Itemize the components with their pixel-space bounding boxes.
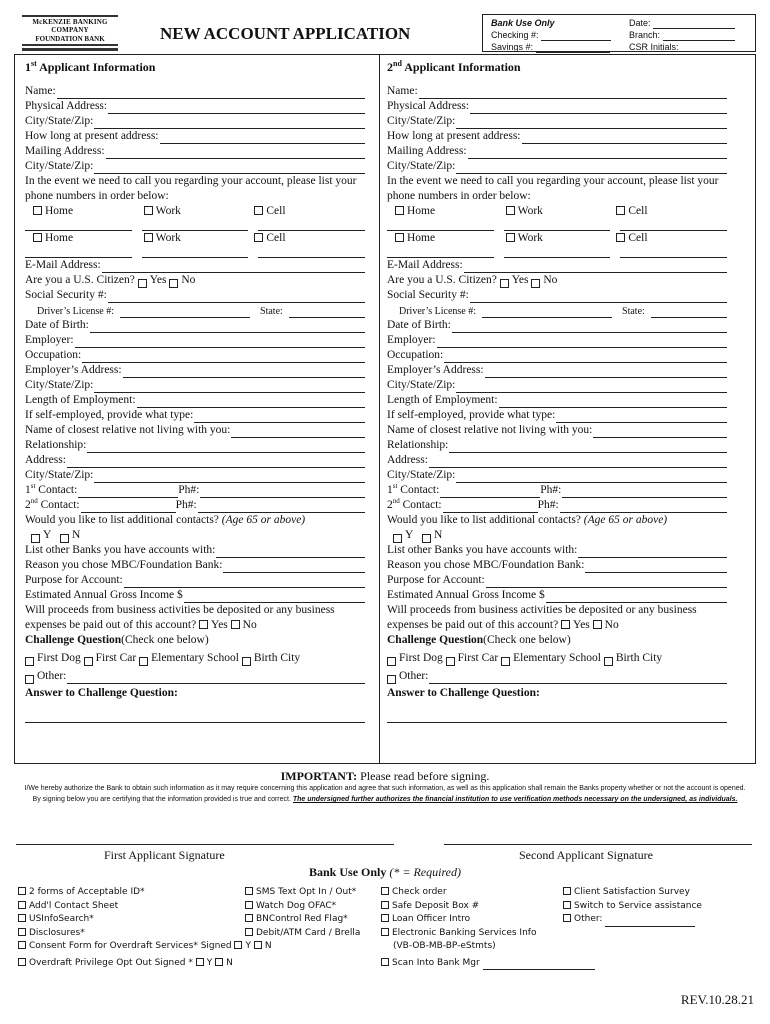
checklist-checkbox[interactable] (245, 887, 253, 895)
bank-use-heading: Bank Use Only (* = Required) (309, 865, 461, 879)
additional-y-checkbox[interactable] (393, 534, 402, 543)
relative-address-field[interactable] (67, 456, 365, 468)
relative-city-field[interactable] (94, 471, 365, 483)
first-car-checkbox[interactable] (446, 657, 455, 666)
work-checkbox[interactable] (144, 233, 153, 242)
citizen-yes-checkbox[interactable] (500, 279, 509, 288)
checklist-checkbox[interactable] (381, 901, 389, 909)
bank-use-col3: Check order Safe Deposit Box # Loan Officer Intro Electronic Banking Services Info (VB-OB-MB-BP-eStmts) Scan Into Bank Mgr (381, 886, 595, 970)
first-signature-label: First Applicant Signature (104, 848, 225, 862)
phone-field[interactable] (387, 246, 494, 258)
cell-label: Cell (266, 205, 286, 218)
purpose-label: Purpose for Account: (25, 574, 123, 587)
income-field[interactable] (184, 591, 365, 603)
phone-field[interactable] (504, 219, 611, 231)
bank-use-box (482, 14, 756, 52)
phone-prompt: In the event we need to call you regarding your account, please list your phone numbers in order below: (25, 175, 357, 202)
elementary-checkbox[interactable] (139, 657, 148, 666)
contact1-ph-label: Ph#: (540, 484, 562, 497)
dob-label: Date of Birth: (25, 319, 89, 332)
length-employment-label: Length of Employment: (387, 394, 498, 407)
checklist-checkbox[interactable] (245, 901, 253, 909)
name-label: Name: (387, 85, 418, 98)
email-label: E-Mail Address: (25, 259, 101, 272)
physical-address-field[interactable] (470, 102, 727, 114)
checklist-checkbox[interactable] (18, 958, 26, 966)
proceeds-label: Will proceeds from business activities be deposited or any business expenses be paid out of this account? (25, 604, 335, 631)
checklist-checkbox[interactable] (18, 901, 26, 909)
optout-y-checkbox[interactable] (196, 958, 204, 966)
other-checkbox[interactable] (25, 675, 34, 684)
birth-city-checkbox[interactable] (604, 657, 613, 666)
work-checkbox[interactable] (144, 206, 153, 215)
self-employed-field[interactable] (194, 411, 365, 423)
work-checkbox[interactable] (506, 233, 515, 242)
date-label: Date: (629, 18, 651, 28)
length-employment-field[interactable] (137, 396, 365, 408)
consent-y-checkbox[interactable] (234, 941, 242, 949)
name-label: Name: (25, 85, 56, 98)
occupation-label: Occupation: (387, 349, 444, 362)
work-label: Work (517, 205, 543, 218)
branch-label: Branch: (629, 30, 661, 40)
home-checkbox[interactable] (33, 233, 42, 242)
relative-address-label: Address: (387, 454, 428, 467)
logo-line2: FOUNDATION BANK (35, 34, 105, 43)
bank-logo (14, 14, 126, 46)
name-field[interactable] (57, 87, 365, 99)
contact2-label: 2nd Contact: (387, 497, 442, 512)
mailing-address-field[interactable] (106, 147, 365, 159)
citizen-label: Are you a U.S. Citizen? (25, 274, 135, 287)
cell-label: Cell (628, 205, 648, 218)
important-notice: IMPORTANT: Please read before signing. (280, 769, 490, 783)
additional-contacts-label: Would you like to list additional contacts? (25, 514, 219, 527)
checking-label: Checking #: (491, 30, 539, 40)
checklist-other-field[interactable] (605, 918, 695, 927)
contact2-field[interactable] (81, 501, 176, 513)
checklist-checkbox[interactable] (245, 928, 253, 936)
bank-use-col1: 2 forms of Acceptable ID* Add'l Contact Sheet USInfoSearch* Disclosures* Consent Form for Overdraft Services* Signed Y N Overdraft Privilege Opt Out Signed * Y N (18, 886, 272, 970)
relative-label: Name of closest relative not living with you: (387, 424, 593, 437)
mailing-address-label: Mailing Address: (25, 145, 105, 158)
phone-field[interactable] (25, 219, 132, 231)
additional-n-checkbox[interactable] (422, 534, 431, 543)
occupation-field[interactable] (82, 351, 365, 363)
applicant1-heading: 1st Applicant Information (25, 59, 156, 74)
income-field[interactable] (546, 591, 727, 603)
city-state-zip-label: City/State/Zip: (25, 115, 94, 128)
employer-city-label: City/State/Zip: (25, 379, 94, 392)
additional-y-checkbox[interactable] (31, 534, 40, 543)
first-dog-checkbox[interactable] (387, 657, 396, 666)
checklist-checkbox[interactable] (18, 914, 26, 922)
checklist-checkbox[interactable] (18, 941, 26, 949)
checking-field[interactable] (541, 32, 611, 41)
contact1-ph-field[interactable] (200, 486, 365, 498)
date-field[interactable] (653, 20, 735, 29)
relationship-label: Relationship: (25, 439, 87, 452)
checklist-checkbox[interactable] (563, 914, 571, 922)
home-label: Home (407, 205, 436, 218)
phone-field[interactable] (142, 246, 249, 258)
proceeds-yes-checkbox[interactable] (561, 620, 570, 629)
relative-address-field[interactable] (429, 456, 727, 468)
dl-state-field[interactable] (651, 306, 727, 318)
phone-prompt: In the event we need to call you regarding your account, please list your phone numbers in order below: (387, 175, 719, 202)
physical-address-label: Physical Address: (387, 100, 470, 113)
phone-field[interactable] (258, 246, 365, 258)
legal-text: I/We hereby authorize the Bank to obtain such information as it may require concerning this application and agree that such information, as well as this application shall remain the Banks property whether or not the account is opened. By signing below you are certifying that the information provided is true and correct. The undersigned further authorizes the financial institution to use verification methods necessary on the undersigned, as individuals. (24, 785, 746, 803)
birth-city-checkbox[interactable] (242, 657, 251, 666)
savings-field[interactable] (536, 44, 610, 53)
phone-field[interactable] (142, 219, 249, 231)
how-long-field[interactable] (160, 132, 366, 144)
dl-state-label: State: (622, 306, 645, 317)
relationship-field[interactable] (449, 441, 727, 453)
ssn-field[interactable] (470, 291, 727, 303)
relative-field[interactable] (593, 426, 727, 438)
column-divider (379, 54, 380, 764)
occupation-field[interactable] (444, 351, 727, 363)
bank-use-title: Bank Use Only (491, 18, 555, 28)
contact2-label: 2nd Contact: (25, 497, 80, 512)
mailing-city-label: City/State/Zip: (25, 160, 94, 173)
city-state-zip-label: City/State/Zip: (387, 115, 456, 128)
contact2-ph-field[interactable] (198, 501, 365, 513)
email-label: E-Mail Address: (387, 259, 463, 272)
occupation-label: Occupation: (25, 349, 82, 362)
branch-field[interactable] (663, 32, 735, 41)
income-label: Estimated Annual Gross Income $ (25, 589, 183, 602)
phone-field[interactable] (620, 219, 727, 231)
contact1-label: 1st Contact: (25, 482, 78, 497)
cell-checkbox[interactable] (254, 206, 263, 215)
employer-city-label: City/State/Zip: (387, 379, 456, 392)
answer-label: Answer to Challenge Question: (25, 687, 178, 700)
checklist-checkbox[interactable] (381, 887, 389, 895)
dl-state-field[interactable] (289, 306, 365, 318)
contact2-field[interactable] (443, 501, 538, 513)
reason-field[interactable] (223, 561, 365, 573)
employer-address-label: Employer’s Address: (387, 364, 484, 377)
city-state-zip-field[interactable] (456, 117, 727, 129)
how-long-label: How long at present address: (25, 130, 159, 143)
age-note: (Age 65 or above) (583, 514, 668, 527)
bank-use-col2: SMS Text Opt In / Out* Watch Dog OFAC* BNControl Red Flag* Debit/ATM Card / Brella (245, 886, 360, 940)
dl-label: Driver’s License #: (37, 306, 115, 317)
employer-field[interactable] (437, 336, 727, 348)
name-field[interactable] (419, 87, 727, 99)
second-signature-label: Second Applicant Signature (519, 848, 653, 862)
contact1-field[interactable] (78, 486, 178, 498)
checklist-checkbox[interactable] (563, 887, 571, 895)
first-signature-line[interactable] (16, 844, 394, 845)
reason-label: Reason you chose MBC/Foundation Bank: (25, 559, 223, 572)
employer-address-label: Employer’s Address: (25, 364, 122, 377)
checklist-checkbox[interactable] (563, 901, 571, 909)
proceeds-yes-checkbox[interactable] (199, 620, 208, 629)
checklist-checkbox[interactable] (245, 914, 253, 922)
home-checkbox[interactable] (395, 233, 404, 242)
email-field[interactable] (464, 261, 727, 273)
applicant1-section: 1st Applicant Information Name: Physical Address: City/State/Zip: How long at present address: Mailing Address: City/State/Zip: In the event we need to call you regarding your account, please list your phone numbers in order below: Home Work Cell Home Work Cell E-Mail Address: Are you a U.S. Citizen? Yes No Social Security #: Driver’s License #: State: Date of Birth: Employer: Occupation: Employer’s Address: City/State/Zip: Length of Employment: If self-employed, provide what type: Name of closest relative not living with you: Relationship: Address: City/State/Zip: 1st Contact: Ph#: 2nd Contact: Ph#: Would you like to list additional contacts? (Age 65 or above) Y N List other Banks you have accounts with: Reason you chose MBC/Foundation Bank: Purpose for Account: Estimated Annual Gross Income $ Will proceeds from business activities be deposited or any business expenses be paid out of this account? Yes No Challenge Question (Check one below) First Dog First Car Elementary School Birth City Other: Answer to Challenge Question: (25, 56, 365, 723)
work-label: Work (155, 205, 181, 218)
home-label: Home (407, 232, 436, 245)
bank-use-col4: Client Satisfaction Survey Switch to Service assistance Other: (563, 886, 702, 927)
other-field[interactable] (67, 672, 365, 684)
other-banks-field[interactable] (216, 546, 365, 558)
phone-field[interactable] (504, 246, 611, 258)
dl-label: Driver’s License #: (399, 306, 477, 317)
dob-field[interactable] (90, 321, 365, 333)
home-label: Home (45, 232, 74, 245)
relative-field[interactable] (231, 426, 365, 438)
purpose-field[interactable] (486, 576, 727, 588)
mailing-city-label: City/State/Zip: (387, 160, 456, 173)
applicant2-section: 2nd Applicant Information Name: Physical Address: City/State/Zip: How long at present address: Mailing Address: City/State/Zip: In the event we need to call you regarding your account, please list your phone numbers in order below: Home Work Cell Home Work Cell E-Mail Address: Are you a U.S. Citizen? Yes No Social Security #: Driver’s License #: State: Date of Birth: Employer: Occupation: Employer’s Address: City/State/Zip: Length of Employment: If self-employed, provide what type: Name of closest relative not living with you: Relationship: Address: City/State/Zip: 1st Contact: Ph#: 2nd Contact: Ph#: Would you like to list additional contacts? (Age 65 or above) Y N List other Banks you have accounts with: Reason you chose MBC/Foundation Bank: Purpose for Account: Estimated Annual Gross Income $ Will proceeds from business activities be deposited or any business expenses be paid out of this account? Yes No Challenge Question (Check one below) First Dog First Car Elementary School Birth City Other: Answer to Challenge Question: (387, 56, 727, 723)
answer-label: Answer to Challenge Question: (387, 687, 540, 700)
mailing-city-field[interactable] (456, 162, 727, 174)
relative-city-field[interactable] (456, 471, 727, 483)
additional-n-checkbox[interactable] (60, 534, 69, 543)
ssn-label: Social Security #: (25, 289, 107, 302)
contact2-ph-label: Ph#: (175, 499, 197, 512)
dl-field[interactable] (120, 306, 250, 318)
dob-field[interactable] (452, 321, 727, 333)
relationship-label: Relationship: (387, 439, 449, 452)
proceeds-no-checkbox[interactable] (231, 620, 240, 629)
savings-label: Savings #: (491, 42, 534, 52)
other-label: Other: (399, 670, 429, 683)
citizen-yes-checkbox[interactable] (138, 279, 147, 288)
dob-label: Date of Birth: (387, 319, 451, 332)
employer-city-field[interactable] (456, 381, 727, 393)
phone-field[interactable] (387, 219, 494, 231)
relative-address-label: Address: (25, 454, 66, 467)
revision-label: REV.10.28.21 (680, 992, 754, 1007)
relationship-field[interactable] (87, 441, 365, 453)
employer-label: Employer: (25, 334, 74, 347)
citizen-no-checkbox[interactable] (169, 279, 178, 288)
relative-city-label: City/State/Zip: (387, 469, 456, 482)
other-field[interactable] (429, 672, 727, 684)
cell-label: Cell (628, 232, 648, 245)
other-checkbox[interactable] (387, 675, 396, 684)
elementary-checkbox[interactable] (501, 657, 510, 666)
contact2-ph-field[interactable] (560, 501, 727, 513)
phone-field[interactable] (258, 219, 365, 231)
proceeds-label: Will proceeds from business activities be deposited or any business expenses be paid out of this account? (387, 604, 697, 631)
employer-city-field[interactable] (94, 381, 365, 393)
contact1-field[interactable] (440, 486, 540, 498)
checklist-checkbox[interactable] (381, 914, 389, 922)
home-checkbox[interactable] (33, 206, 42, 215)
self-employed-label: If self-employed, provide what type: (387, 409, 556, 422)
employer-label: Employer: (387, 334, 436, 347)
employer-field[interactable] (75, 336, 365, 348)
challenge-title: Challenge Question (25, 634, 122, 647)
self-employed-field[interactable] (556, 411, 727, 423)
page-title: NEW ACCOUNT APPLICATION (160, 24, 411, 43)
citizen-label: Are you a U.S. Citizen? (387, 274, 497, 287)
work-label: Work (155, 232, 181, 245)
phone-field[interactable] (25, 246, 132, 258)
checklist-checkbox[interactable] (381, 928, 389, 936)
other-banks-label: List other Banks you have accounts with: (25, 544, 216, 557)
mailing-address-label: Mailing Address: (387, 145, 467, 158)
other-banks-field[interactable] (578, 546, 727, 558)
length-employment-label: Length of Employment: (25, 394, 136, 407)
physical-address-label: Physical Address: (25, 100, 108, 113)
reason-field[interactable] (585, 561, 727, 573)
employer-address-field[interactable] (485, 366, 727, 378)
work-checkbox[interactable] (506, 206, 515, 215)
applicant2-heading: 2nd Applicant Information (387, 59, 521, 74)
email-field[interactable] (102, 261, 365, 273)
home-checkbox[interactable] (395, 206, 404, 215)
proceeds-no-checkbox[interactable] (593, 620, 602, 629)
purpose-field[interactable] (124, 576, 365, 588)
cell-checkbox[interactable] (616, 206, 625, 215)
age-note: (Age 65 or above) (221, 514, 306, 527)
phone-field[interactable] (620, 246, 727, 258)
self-employed-label: If self-employed, provide what type: (25, 409, 194, 422)
contact1-ph-field[interactable] (562, 486, 727, 498)
ssn-field[interactable] (108, 291, 365, 303)
city-state-zip-field[interactable] (94, 117, 365, 129)
checklist-checkbox[interactable] (18, 887, 26, 895)
dl-state-label: State: (260, 306, 283, 317)
contact1-ph-label: Ph#: (178, 484, 200, 497)
employer-address-field[interactable] (123, 366, 365, 378)
cell-checkbox[interactable] (254, 233, 263, 242)
citizen-no-checkbox[interactable] (531, 279, 540, 288)
checklist-checkbox[interactable] (381, 958, 389, 966)
first-car-checkbox[interactable] (84, 657, 93, 666)
additional-contacts-label: Would you like to list additional contacts? (387, 514, 581, 527)
how-long-field[interactable] (522, 132, 728, 144)
relative-city-label: City/State/Zip: (25, 469, 94, 482)
first-dog-checkbox[interactable] (25, 657, 34, 666)
work-label: Work (517, 232, 543, 245)
bank-mgr-field[interactable] (483, 961, 595, 970)
contact1-label: 1st Contact: (387, 482, 440, 497)
csr-label: CSR Initials: (629, 42, 679, 52)
logo-line1: McKENZIE BANKING COMPANY (32, 18, 108, 35)
ssn-label: Social Security #: (387, 289, 469, 302)
mailing-address-field[interactable] (468, 147, 727, 159)
purpose-label: Purpose for Account: (387, 574, 485, 587)
answer-field[interactable] (387, 701, 727, 723)
cell-checkbox[interactable] (616, 233, 625, 242)
checklist-checkbox[interactable] (18, 928, 26, 936)
optout-n-checkbox[interactable] (215, 958, 223, 966)
contact2-ph-label: Ph#: (537, 499, 559, 512)
length-employment-field[interactable] (499, 396, 727, 408)
physical-address-field[interactable] (108, 102, 365, 114)
reason-label: Reason you chose MBC/Foundation Bank: (387, 559, 585, 572)
consent-n-checkbox[interactable] (254, 941, 262, 949)
challenge-title: Challenge Question (387, 634, 484, 647)
home-label: Home (45, 205, 74, 218)
other-label: Other: (37, 670, 67, 683)
answer-field[interactable] (25, 701, 365, 723)
income-label: Estimated Annual Gross Income $ (387, 589, 545, 602)
dl-field[interactable] (482, 306, 612, 318)
cell-label: Cell (266, 232, 286, 245)
other-banks-label: List other Banks you have accounts with: (387, 544, 578, 557)
second-signature-line[interactable] (444, 844, 752, 845)
how-long-label: How long at present address: (387, 130, 521, 143)
relative-label: Name of closest relative not living with you: (25, 424, 231, 437)
mailing-city-field[interactable] (94, 162, 365, 174)
